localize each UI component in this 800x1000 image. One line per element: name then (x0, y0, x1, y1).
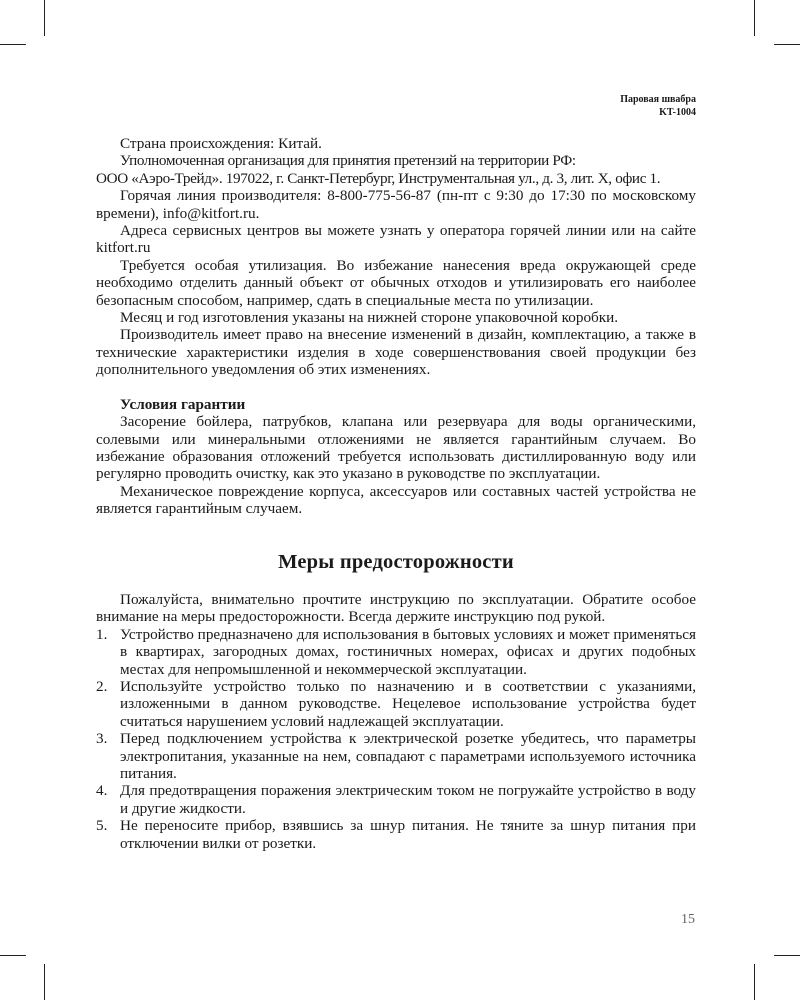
service-centers-text: Адреса сервисных центров вы можете узнать у оператора горячей линии или на сайте kitfort.ru (96, 222, 696, 257)
list-number: 3. (96, 730, 108, 748)
crop-mark (44, 964, 45, 1000)
manufacture-date-text: Месяц и год изготовления указаны на нижней стороне упаковочной коробки. (120, 309, 619, 327)
precautions-intro: Пожалуйста, внимательно прочтите инструкцию по эксплуатации. Обратите особое внимание на меры предосторожности. Всегда держите инструкцию под рукой. (96, 590, 696, 626)
disposal-text: Требуется особая утилизация. Во избежание нанесения вреда окружающей среде необходимо отделить данный объект от обычных отходов и утилизировать его наиболее безопасным способом, например, сдать в специальные места по утилизации. (96, 256, 696, 309)
header-title: Паровая швабра (620, 94, 696, 105)
crop-mark (0, 955, 26, 956)
list-item-text: Для предотвращения поражения электрическим током не погружайте устройство в воду и другие жидкости. (120, 782, 696, 817)
hotline-text: Горячая линия производителя: 8-800-775-56-87 (пн-пт с 9:30 до 17:30 по московскому времени), info@kitfort.ru. (96, 187, 696, 222)
header-model: KT-1004 (659, 107, 696, 118)
crop-mark (0, 44, 26, 45)
warranty-paragraph: Засорение бойлера, патрубков, клапана или резервуара для воды органическими, солевыми или минеральными отложениями не является гарантийным случаем. Во избежание образования отложений требуется использовать дистиллированную воду или регулярно проводить очистку, как это указано в руководстве по эксплуатации. (96, 413, 696, 483)
warranty-paragraph: Механическое повреждение корпуса, аксессуаров или составных частей устройства не является гарантийным случаем. (96, 482, 696, 518)
list-number: 2. (96, 677, 108, 695)
list-item (96, 730, 696, 782)
authorized-org-label: Уполномоченная организация для принятия претензий на территории РФ: (120, 152, 576, 170)
section-title: Меры предосторожности (278, 550, 514, 573)
crop-mark (774, 44, 800, 45)
authorized-org: ООО «Аэро-Трейд». 197022, г. Санкт-Петербург, Инструментальная ул., д. 3, лит. Х, офис 1. (96, 169, 661, 187)
page-content (96, 135, 696, 852)
page-number: 15 (681, 912, 695, 927)
crop-mark (774, 955, 800, 956)
list-item-text: Перед подключением устройства к электрической розетке убедитесь, что параметры электропитания, указанные на нем, совпадают с параметрами используемого источника питания. (120, 730, 696, 782)
warranty-title: Условия гарантии (120, 395, 246, 413)
spacer (96, 379, 696, 396)
list-item (96, 626, 696, 678)
list-item (96, 817, 696, 852)
changes-text: Производитель имеет право на внесение изменений в дизайн, комплектацию, а также в технические характеристики изделия в ходе совершенствования своей продукции без дополнительного уведомления об этих изменениях. (96, 326, 696, 379)
running-header (620, 93, 696, 119)
list-item-text: Не переносите прибор, взявшись за шнур питания. Не тяните за шнур питания при отключении вилки от розетки. (120, 817, 696, 852)
crop-mark (754, 0, 755, 36)
list-item (96, 678, 696, 730)
list-number: 1. (96, 625, 108, 643)
crop-mark (44, 0, 45, 36)
list-item (96, 782, 696, 817)
precautions-list (96, 626, 696, 852)
list-item-text: Устройство предназначено для использования в бытовых условиях и может применяться в квартирах, загородных домах, гостиничных номерах, офисах и других подобных местах для непромышленной и некоммерческой эксплуатации. (120, 625, 696, 678)
crop-mark (754, 964, 755, 1000)
list-number: 5. (96, 817, 108, 835)
list-item-text: Используйте устройство только по назначению и в соответствии с указаниями, изложенными в данном руководстве. Нецелевое использование устройства будет считаться нарушением условий надлежащей эксплуатации. (120, 677, 696, 730)
list-number: 4. (96, 782, 108, 800)
origin-text: Страна происхождения: Китай. (120, 135, 322, 152)
